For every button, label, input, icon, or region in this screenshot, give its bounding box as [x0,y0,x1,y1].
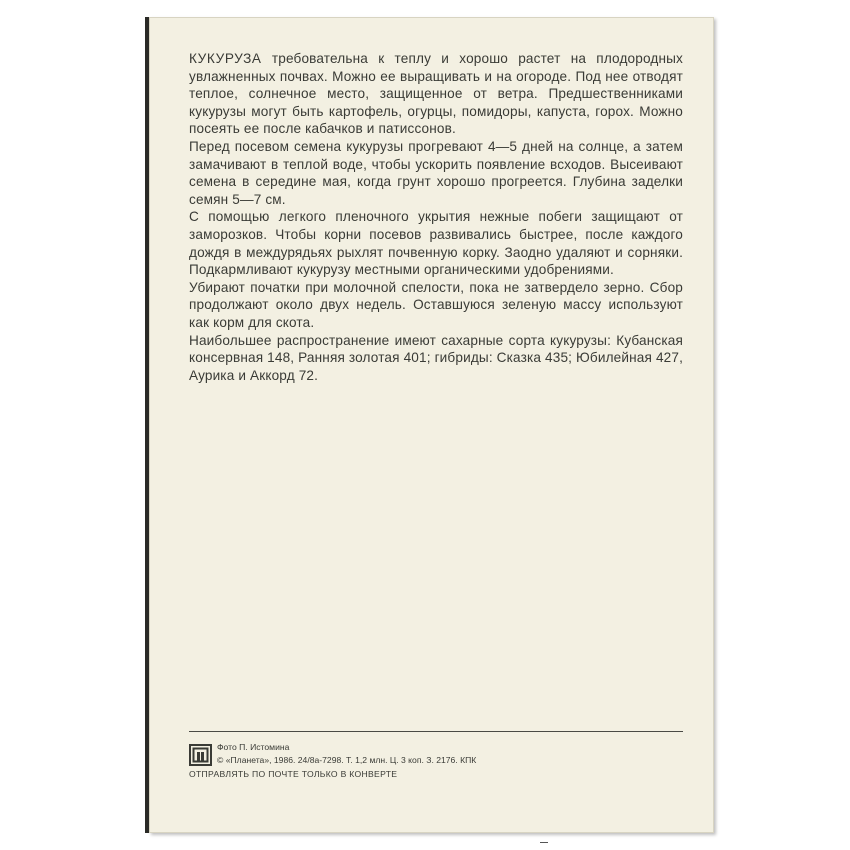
paragraph-5: Наибольшее распространение имеют сахарные сорта кукурузы: Кубанская консервная 148, Ранняя золотая 401; гибриды: Сказка 435; Юбилейная 427, Аурика и Аккорд 72. [189,332,683,383]
mailing-notice: ОТПРАВЛЯТЬ ПО ПОЧТЕ ТОЛЬКО В КОНВЕРТЕ [189,769,398,779]
article-text [189,50,683,384]
planeta-logo-icon [189,744,212,766]
photo-credit: Фото П. Истомина [217,742,290,752]
paragraph-4: Убирают початки при молочной спелости, пока не затвердело зерно. Сбор продолжают около двух недель. Оставшуюся зеленую массу используют как корм для скота. [189,279,683,330]
divider-line [189,731,683,732]
paragraph-2: Перед посевом семена кукурузы прогревают 4—5 дней на солнце, а затем замачивают в теплой воде, чтобы ускорить появление всходов. Высеивают семена в середине мая, когда грунт хорошо прогреется. Глубина заделки семян 5—7 см. [189,138,683,207]
paragraph-1-text: требовательна к теплу и хорошо растет на плодородных увлажненных почвах. Можно ее выращивать и на огороде. Под нее отводят теплое, солнечное место, защищенное от ветра. Предшественниками кукурузы могут быть картофель, огурцы, помидоры, капуста, горох. Можно посеять ее после кабачков и патиссонов. [189,51,683,137]
publisher-line: © «Планета», 1986. 24/8а-7298. Т. 1,2 млн. Ц. 3 коп. З. 2176. КПК [217,754,477,765]
lead-word: КУКУРУЗА [189,51,262,66]
scan-mark [540,842,548,847]
paragraph-3: С помощью легкого пленочного укрытия нежные побеги защищают от заморозков. Чтобы корни посевов развивались быстрее, после каждого дождя в междурядьях рыхлят почвенную корку. Заодно удаляют и сорняки. Подкармливают кукурузу местными органическими удобрениями. [189,209,683,278]
paragraph-1 [189,50,683,138]
imprint-lines [217,741,476,766]
